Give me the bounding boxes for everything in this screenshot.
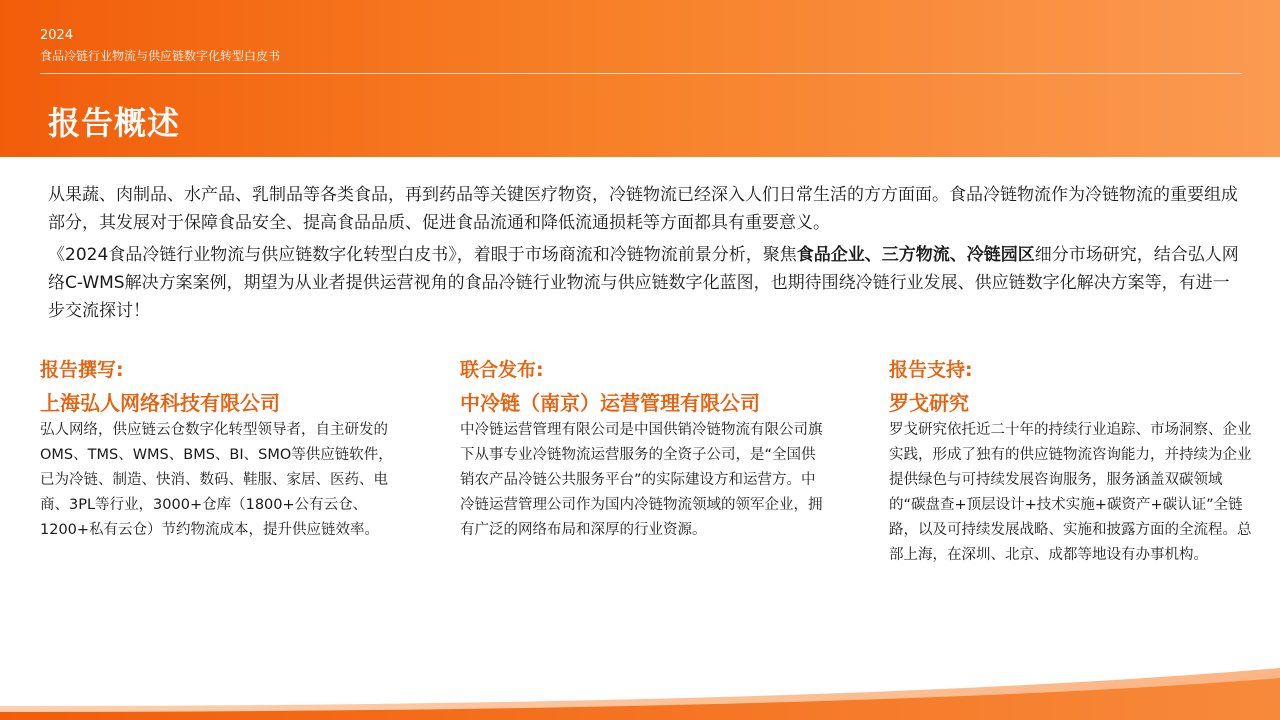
footer-wave-decoration — [0, 660, 1280, 720]
column-org-name: 中冷链（南京）运营管理有限公司 — [460, 391, 760, 415]
intro-text — [48, 181, 1244, 329]
report-name: 食品冷链行业物流与供应链数字化转型白皮书 — [40, 49, 281, 63]
column-description: 弘人网络，供应链云仓数字化转型领导者，自主研发的OMS、TMS、WMS、BMS、BI、SMO等供应链软件，已为冷链、制造、快消、数码、鞋服、家居、医药、电商、3PL等行业，3000+仓库（1800+公有云仓、1200+私有云仓）节约物流成本，提升供应链效率。 — [40, 422, 393, 538]
report-year: 2024 — [40, 28, 74, 43]
header-banner — [0, 0, 1280, 157]
column-label: 报告撰写: — [40, 359, 124, 381]
column-description: 罗戈研究依托近二十年的持续行业追踪、市场洞察、企业实践，形成了独有的供应链物流咨询能力，并持续为企业提供绿色与可持续发展咨询服务，服务涵盖双碳领域的“碳盘查+顶层设计+技术实施+碳资产+碳认证”全链路，以及可持续发展战略、实施和披露方面的全流程。总部上海，在深圳、北京、成都等地设有办事机构。 — [889, 422, 1252, 563]
column-label: 报告支持: — [889, 359, 973, 381]
intro-paragraph-2 — [48, 241, 1244, 325]
intro-paragraph-1: 从果蔬、肉制品、水产品、乳制品等各类食品，再到药品等关键医疗物资，冷链物流已经深入人们日常生活的方方面面。食品冷链物流作为冷链物流的重要组成部分，其发展对于保障食品安全、提高食品品质、促进食品流通和降低流通损耗等方面都具有重要意义。 — [48, 185, 1238, 233]
column-org-name: 上海弘人网络科技有限公司 — [40, 391, 280, 415]
header-divider — [40, 73, 1242, 74]
column-org-name: 罗戈研究 — [889, 391, 969, 415]
column-label: 联合发布: — [460, 359, 544, 381]
intro-p2-highlight: 食品企业、三方物流、冷链园区 — [796, 245, 1035, 265]
column-support — [889, 358, 1255, 568]
page-title: 报告概述 — [48, 104, 181, 142]
column-copublisher — [460, 358, 826, 543]
intro-p2-before: 《2024食品冷链行业物流与供应链数字化转型白皮书》，着眼于市场商流和冷链物流前景分析，聚焦 — [48, 245, 797, 265]
column-author — [40, 358, 404, 543]
intro-p2-after: 细分市场研究，结合弘人网络C-WMS解决方案案例，期望为从业者提供运营视角的食品冷链行业物流与供应链数字化蓝图，也期待围绕冷链行业发展、供应链数字化解决方案等，有进一步交流探讨！ — [48, 245, 1239, 321]
column-description: 中冷链运营管理有限公司是中国供销冷链物流有限公司旗下从事专业冷链物流运营服务的全资子公司，是“全国供销农产品冷链公共服务平台”的实际建设方和运营方。中冷链运营管理公司作为国内冷链物流领域的领军企业，拥有广泛的网络布局和深厚的行业资源。 — [460, 422, 823, 538]
